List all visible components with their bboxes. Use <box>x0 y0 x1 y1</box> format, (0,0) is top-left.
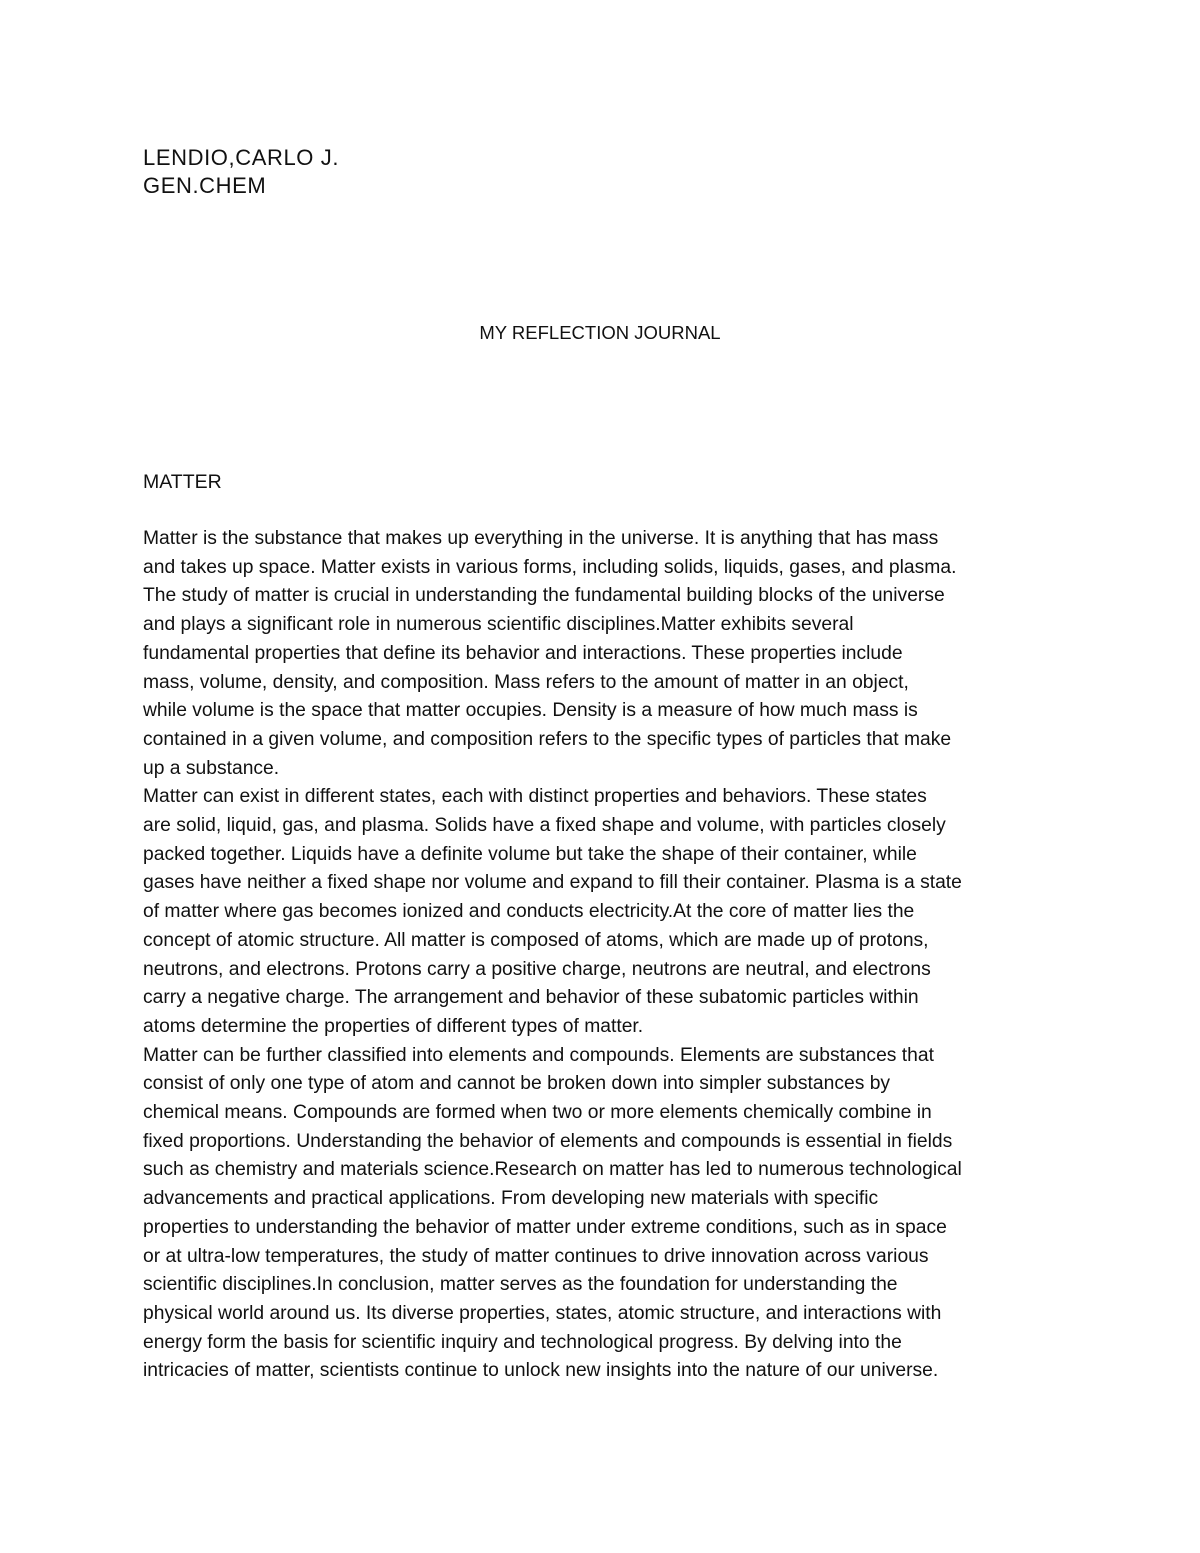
body-line: and takes up space. Matter exists in various forms, including solids, liquids, gases, and plasma. <box>143 556 957 578</box>
body-line: and plays a significant role in numerous scientific disciplines.Matter exhibits several <box>143 614 854 636</box>
body-line: The study of matter is crucial in understanding the fundamental building blocks of the universe <box>143 585 945 607</box>
body-line: or at ultra-low temperatures, the study of matter continues to drive innovation across various <box>143 1245 929 1267</box>
body-line: fixed proportions. Understanding the behavior of elements and compounds is essential in fields <box>143 1130 953 1152</box>
body-line: Matter can exist in different states, each with distinct properties and behaviors. These states <box>143 786 927 808</box>
body-line: carry a negative charge. The arrangement and behavior of these subatomic particles within <box>143 987 919 1009</box>
document-title: MY REFLECTION JOURNAL <box>479 322 721 343</box>
body-line: atoms determine the properties of different types of matter. <box>143 1015 644 1037</box>
body-line: of matter where gas becomes ionized and conducts electricity.At the core of matter lies the <box>143 901 915 923</box>
body-line: chemical means. Compounds are formed when two or more elements chemically combine in <box>143 1102 932 1124</box>
body-line: physical world around us. Its diverse properties, states, atomic structure, and interactions with <box>143 1302 942 1324</box>
body-line: packed together. Liquids have a definite volume but take the shape of their container, while <box>143 843 917 865</box>
section-heading: MATTER <box>143 471 222 493</box>
body-line: while volume is the space that matter occupies. Density is a measure of how much mass is <box>143 700 918 722</box>
body-line: Matter is the substance that makes up everything in the universe. It is anything that has mass <box>143 528 939 549</box>
body-line: properties to understanding the behavior of matter under extreme conditions, such as in space <box>143 1216 947 1238</box>
body-paragraphs <box>143 525 1058 1386</box>
author-name: LENDIO,CARLO J. <box>143 145 340 170</box>
body-line: concept of atomic structure. All matter is composed of atoms, which are made up of protons, <box>143 929 929 951</box>
body-line: fundamental properties that define its behavior and interactions. These properties include <box>143 642 903 664</box>
body-line: neutrons, and electrons. Protons carry a positive charge, neutrons are neutral, and electrons <box>143 958 931 980</box>
body-line: gases have neither a fixed shape nor volume and expand to fill their container. Plasma is a state <box>143 872 962 894</box>
body-line: consist of only one type of atom and cannot be broken down into simpler substances by <box>143 1073 891 1095</box>
body-line: mass, volume, density, and composition. Mass refers to the amount of matter in an object, <box>143 671 909 693</box>
body-line: such as chemistry and materials science.Research on matter has led to numerous technological <box>143 1159 962 1181</box>
body-line: up a substance. <box>143 757 280 779</box>
body-line: are solid, liquid, gas, and plasma. Solids have a fixed shape and volume, with particles closely <box>143 815 946 837</box>
author-header <box>143 144 339 200</box>
body-line: contained in a given volume, and composition refers to the specific types of particles that make <box>143 728 952 750</box>
body-line: scientific disciplines.In conclusion, matter serves as the foundation for understanding the <box>143 1274 898 1296</box>
body-line: intricacies of matter, scientists continue to unlock new insights into the nature of our universe. <box>143 1360 939 1382</box>
subject-label: GEN.CHEM <box>143 173 267 198</box>
body-line: advancements and practical applications. From developing new materials with specific <box>143 1188 879 1210</box>
body-line: energy form the basis for scientific inquiry and technological progress. By delving into the <box>143 1331 902 1353</box>
body-line: Matter can be further classified into elements and compounds. Elements are substances that <box>143 1044 934 1066</box>
